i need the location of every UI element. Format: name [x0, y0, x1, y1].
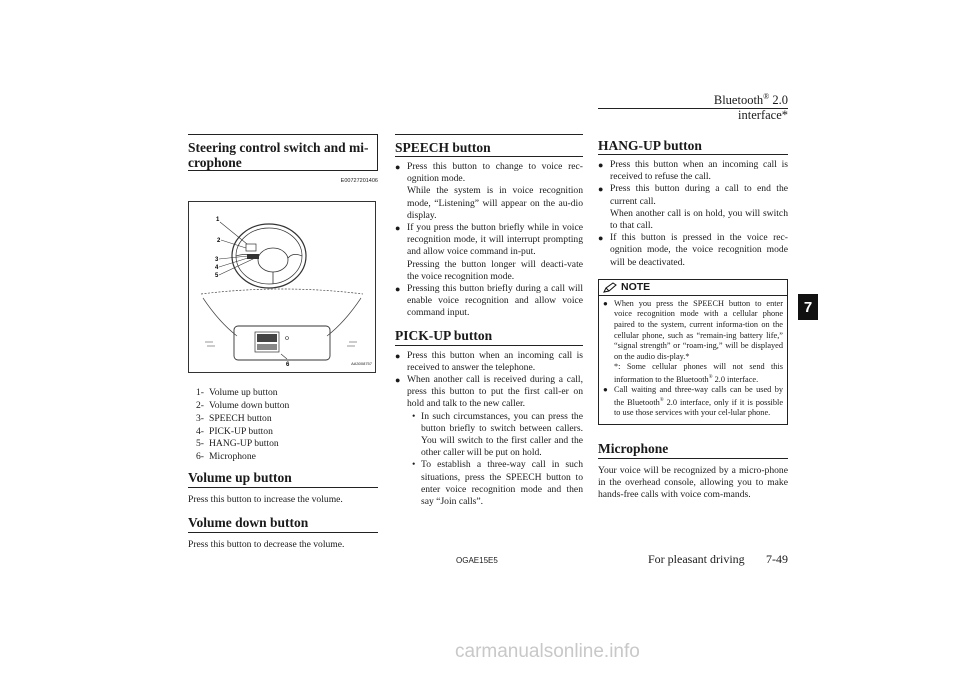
heading-speech: SPEECH button	[395, 134, 583, 157]
section-code: E00727201406	[340, 178, 378, 184]
note-box	[598, 279, 788, 425]
legend-item: 4- PICK-UP button	[196, 425, 273, 437]
figure-label-2: 2	[217, 238, 221, 245]
speech-list	[395, 161, 583, 320]
list-item: ● Press this button during a call to end the current call. When another call is on hold, you will switch to that call.	[598, 183, 788, 232]
header-rule	[598, 108, 788, 109]
microphone-text: Your voice will be recognized by a micro-phone in the overhead console, allowing you to make hands-free calls with voice com-mands.	[598, 464, 788, 501]
list-item: ● Press this button to change to voice rec-ognition mode. While the system is in voice recognition mode, “Listening” will appear on the au-dio display.	[395, 161, 583, 222]
legend-item: 5- HANG-UP button	[196, 438, 279, 450]
note-list	[603, 299, 783, 419]
list-item: ● Press this button when an incoming call is received to answer the telephone.	[395, 350, 583, 374]
note-pencil-icon	[603, 282, 617, 293]
footer	[648, 552, 788, 567]
figure-code: AA3008757	[351, 361, 372, 366]
running-header: Bluetooth® 2.0 interface*	[713, 92, 788, 123]
legend-item: 1- Volume up button	[196, 387, 278, 399]
list-item: ● Pressing this button briefly during a call will enable voice recognition and allow voice command input.	[395, 283, 583, 320]
figure-legend	[196, 387, 378, 464]
volume-down-text: Press this button to decrease the volume.	[188, 539, 345, 551]
list-item: ● When you press the SPEECH button to enter voice recognition mode with a cellular phone paired to the system, current informa-tion on the cellular phone, such as “remain-ing battery life,” “signal strength” or “roam-ing,” will be displayed on the audio dis-play.* *: Some cellular phones will not send this information to the Bluetooth® 2.0 interface.	[603, 299, 783, 386]
column-3	[598, 134, 788, 502]
sub-list-item: • In such circumstances, you can press the button briefly to switch between callers. You will switch to the first caller and the other caller will be put on hold.	[407, 411, 583, 460]
list-item: ● If you press the button briefly while in voice recognition mode, it will interrupt prompting and allow voice command in-put. Pressing the button longer will deacti-vate the voice recognition mode.	[395, 222, 583, 283]
pickup-list	[395, 350, 583, 509]
watermark: carmanualsonline.info	[455, 641, 640, 662]
figure-label-6: 6	[286, 362, 290, 369]
column-2	[395, 134, 583, 508]
figure-label-3: 3	[215, 257, 219, 264]
heading-volume-down: Volume down button	[188, 515, 378, 533]
hangup-list	[598, 159, 788, 269]
column-1	[188, 134, 378, 551]
footer-code: OGAE15E5	[456, 556, 498, 565]
list-item: ● Press this button when an incoming call is received to refuse the call.	[598, 159, 788, 183]
heading-hangup: HANG-UP button	[598, 134, 788, 155]
legend-item: 2- Volume down button	[196, 400, 290, 411]
figure-label-4: 4	[215, 265, 219, 272]
steering-illustration	[189, 202, 375, 372]
section-heading-steering: Steering control switch and mi-crophone	[188, 134, 378, 170]
volume-up-text: Press this button to increase the volume.	[188, 493, 343, 505]
chapter-tab: 7	[798, 294, 818, 320]
heading-volume-up: Volume up button	[188, 470, 378, 488]
figure-label-1: 1	[216, 217, 220, 224]
heading-microphone: Microphone	[598, 441, 788, 459]
page-number: 7-49	[766, 552, 788, 566]
list-item: ● If this button is pressed in the voice rec-ognition mode, the voice recognition mode will be deactivated.	[598, 232, 788, 269]
sub-list-item: • To establish a three-way call in such situations, press the SPEECH button to enter voice recognition mode and then say “Join calls”.	[407, 459, 583, 508]
legend-item: 3- SPEECH button	[196, 412, 272, 424]
footer-section: For pleasant driving	[648, 552, 745, 566]
note-header: NOTE	[599, 280, 787, 296]
steering-figure	[188, 201, 376, 373]
legend-item: 6- Microphone	[196, 451, 256, 463]
pickup-sublist	[407, 411, 583, 509]
figure-label-5: 5	[215, 273, 219, 280]
list-item: ● Call waiting and three-way calls can be used by the Bluetooth® 2.0 interface, only if it is possible to use those services with your cel-lular phone.	[603, 385, 783, 419]
heading-pickup: PICK-UP button	[395, 328, 583, 346]
list-item: ● When another call is received during a call, press this button to put the first call-er on hold and talk to the new caller. • In such circumstances, you can press the button briefly to switch between callers. You will switch to the first caller and the other caller will be put on hold. • To establish a three-way call in such situations, press the SPEECH button to enter voice recognition mode and then say “Join calls”.	[395, 374, 583, 508]
